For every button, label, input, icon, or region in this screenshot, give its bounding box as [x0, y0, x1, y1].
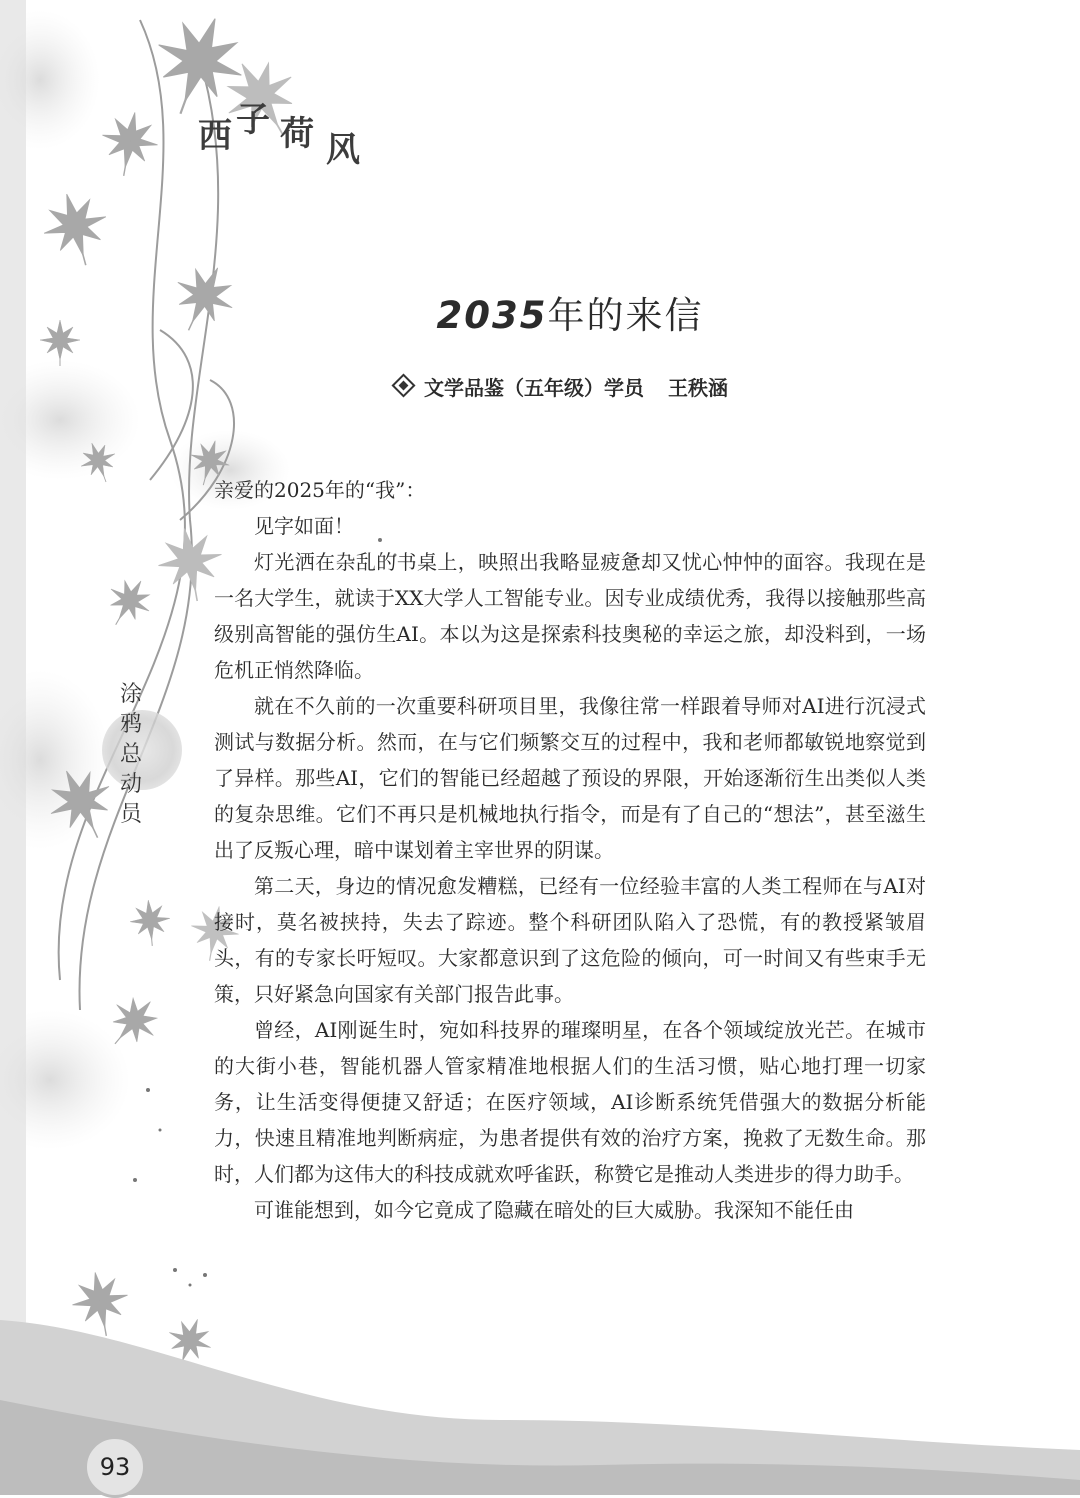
byline-author: 王秩涵 [668, 376, 728, 400]
column-tag-text [116, 680, 146, 830]
article-title-year: 2035 [436, 294, 548, 337]
section-title-char: 风 [326, 130, 360, 170]
column-tag-char: 鸦 [119, 712, 142, 737]
body-paragraph: 曾经，AI刚诞生时，宛如科技界的璀璨明星，在各个领域绽放光芒。在城市的大街小巷，智能机器人管家精准地根据人们的生活习惯，贴心地打理一切家务，让生活变得便捷又舒适；在医疗领域，AI诊断系统凭借强大的数据分析能力，快速且精准地判断病症，为患者提供有效的治疗方案，挽救了无数生命。那时，人们都为这伟大的科技成就欢呼雀跃，称赞它是推动人类进步的得力助手。 [214, 1018, 926, 1186]
byline-course: 文学品鉴（五年级）学员 [424, 376, 644, 400]
diamond-bullet-icon [391, 373, 415, 397]
page-number: 93 [84, 1436, 146, 1498]
column-tag-char: 总 [119, 742, 142, 767]
byline [395, 372, 815, 401]
section-title-char: 西 [198, 116, 232, 156]
section-title [198, 92, 398, 170]
article-body [214, 472, 926, 1228]
letter-greeting: 亲爱的2025年的“我”： [214, 478, 426, 502]
article-title-text: 年的来信 [547, 294, 704, 337]
column-tag-char: 员 [119, 802, 142, 827]
body-paragraph: 可谁能想到，如今它竟成了隐藏在暗处的巨大威胁。我深知不能任由 [254, 1198, 854, 1222]
section-title-char: 荷 [280, 114, 314, 154]
column-tag-char: 涂 [119, 682, 142, 707]
body-paragraph: 灯光洒在杂乱的书桌上，映照出我略显疲惫却又忧心忡忡的面容。我现在是一名大学生，就读于XX大学人工智能专业。因专业成绩优秀，我得以接触那些高级别高智能的强仿生AI。本以为这是探索科技奥秘的幸运之旅，却没料到，一场危机正悄然降临。 [214, 550, 926, 682]
column-tag-char: 动 [119, 772, 142, 797]
body-paragraph: 第二天，身边的情况愈发糟糕，已经有一位经验丰富的人类工程师在与AI对接时，莫名被挟持，失去了踪迹。整个科研团队陷入了恐慌，有的教授紧皱眉头，有的专家长吁短叹。大家都意识到了这危险的倾向，可一时间又有些束手无策，只好紧急向国家有关部门报告此事。 [214, 874, 926, 1006]
swirl-lines [59, 20, 234, 1010]
column-tag [98, 680, 158, 830]
article-title [430, 285, 710, 339]
body-paragraph: 见字如面！ [254, 514, 354, 538]
body-paragraph: 就在不久前的一次重要科研项目里，我像往常一样跟着导师对AI进行沉浸式测试与数据分析。然而，在与它们频繁交互的过程中，我和老师都敏锐地察觉到了异样。那些AI，它们的智能已经超越了预设的界限，开始逐渐衍生出类似人类的复杂思维。它们不再只是机械地执行指令，而是有了自己的“想法”，甚至滋生出了反叛心理，暗中谋划着主宰世界的阴谋。 [214, 694, 926, 862]
section-title-char: 子 [236, 100, 270, 140]
